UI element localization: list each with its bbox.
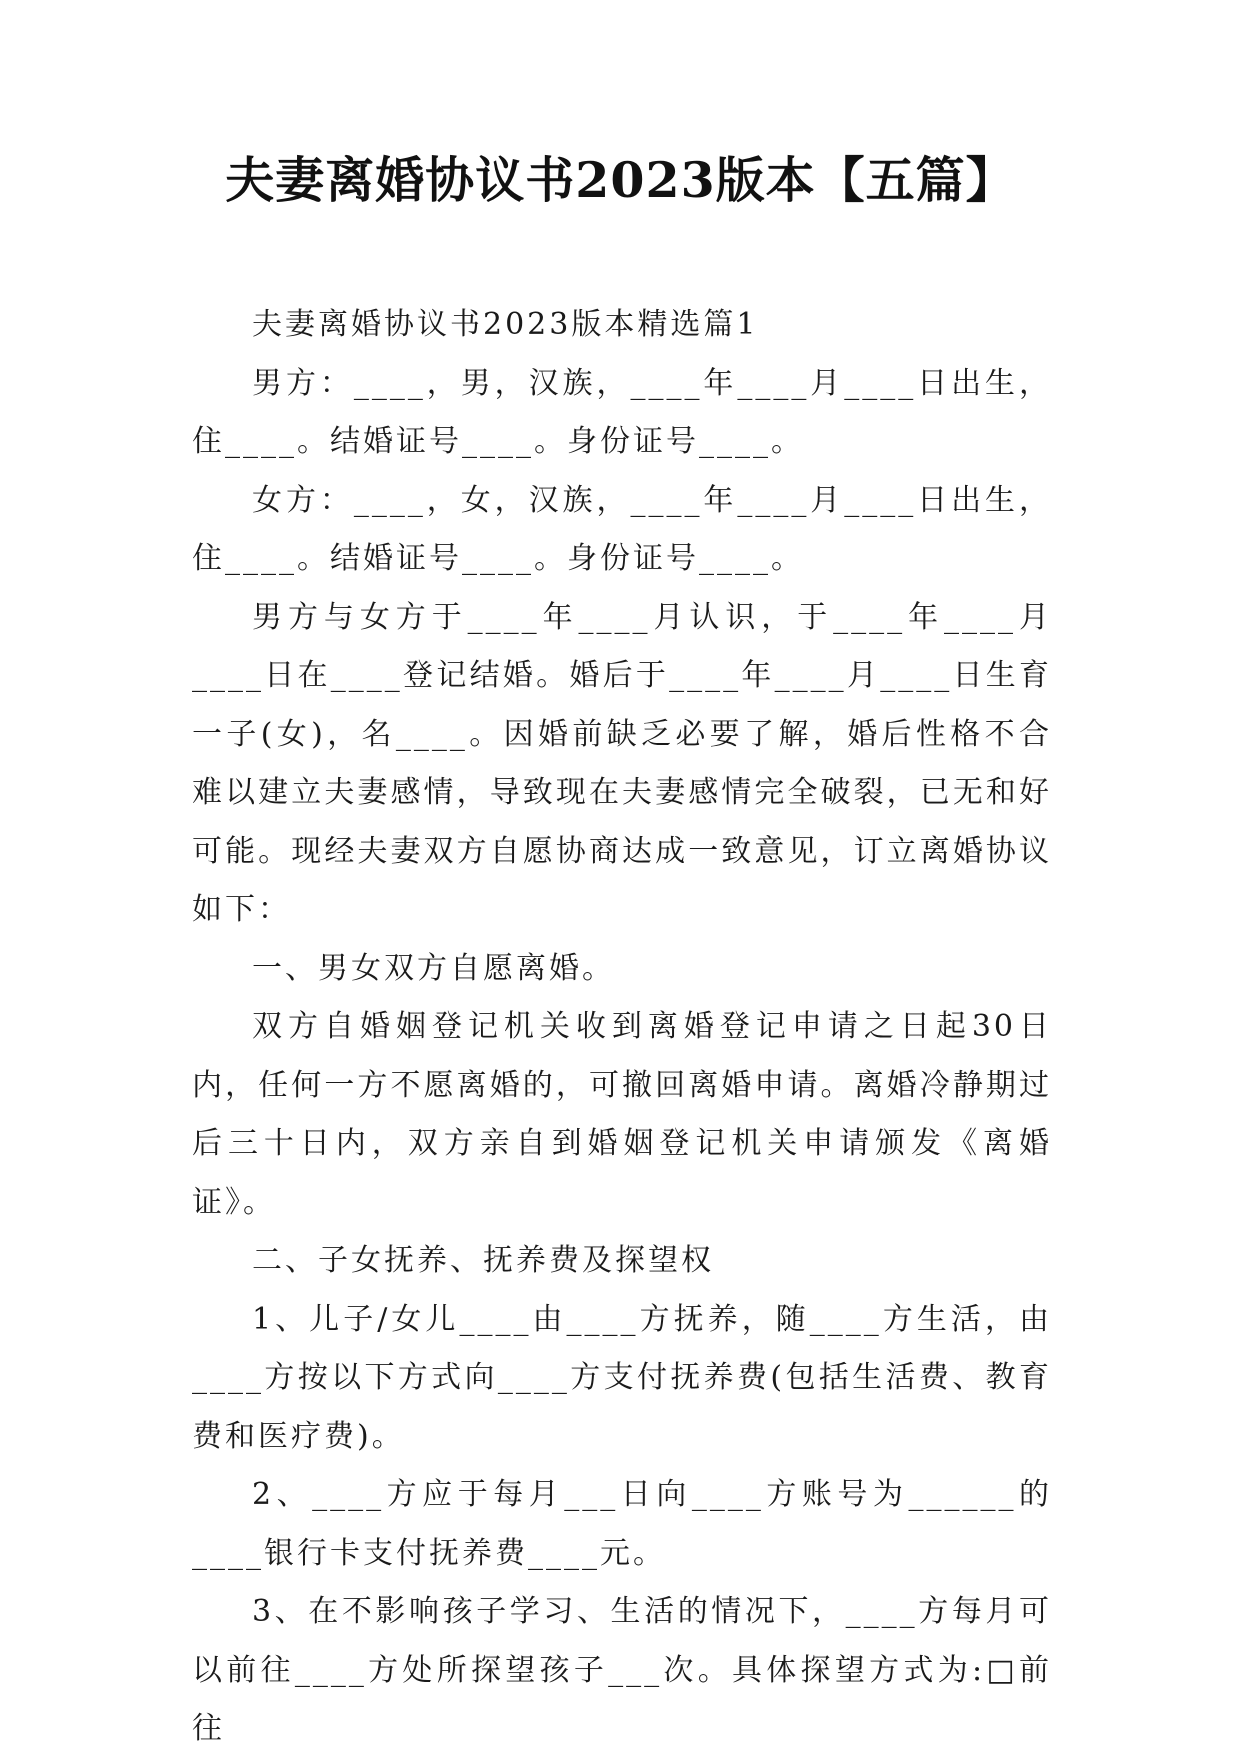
clause-heading-1: 一、男女双方自愿离婚。	[252, 950, 615, 986]
paragraph-cooling-period: 双方自婚姻登记机关收到离婚登记申请之日起30日内，任何一方不愿离婚的，可撤回离婚申请。离婚冷静期过后三十日内，双方亲自到婚姻登记机关申请颁发《离婚证》。	[192, 1009, 1052, 1220]
document-title: 夫妻离婚协议书2023版本【五篇】	[225, 151, 1016, 209]
clause-heading-2: 二、子女抚养、抚养费及探望权	[252, 1243, 714, 1278]
paragraph-custody: 1、儿子/女儿____由____方抚养，随____方生活，由____方按以下方式向____方支付抚养费(包括生活费、教育费和医疗费)。	[192, 1301, 1052, 1454]
document-body	[192, 296, 1052, 1759]
paragraph-visitation: 3、在不影响孩子学习、生活的情况下，____方每月可以前往____方处所探望孩子___次。具体探望方式为:□前往	[192, 1594, 1052, 1746]
paragraph-background: 男方与女方于____年____月认识，于____年____月____日在____登记结婚。婚后于____年____月____日生育一子(女)，名____。因婚前缺乏必要了解，婚后性格不合难以建立夫妻感情，导致现在夫妻感情完全破裂，已无和好可能。现经夫妻双方自愿协商达成一致意见，订立离婚协议如下：	[192, 599, 1052, 927]
paragraph-female-party: 女方：____，女，汉族，____年____月____日出生，住____。结婚证号____。身份证号____。	[192, 482, 1052, 576]
section-heading: 夫妻离婚协议书2023版本精选篇1	[252, 307, 759, 342]
paragraph-male-party: 男方：____，男，汉族，____年____月____日出生，住____。结婚证号____。身份证号____。	[192, 365, 1052, 459]
paragraph-payment: 2、____方应于每月___日向____方账号为______的____银行卡支付抚养费____元。	[192, 1477, 1052, 1571]
